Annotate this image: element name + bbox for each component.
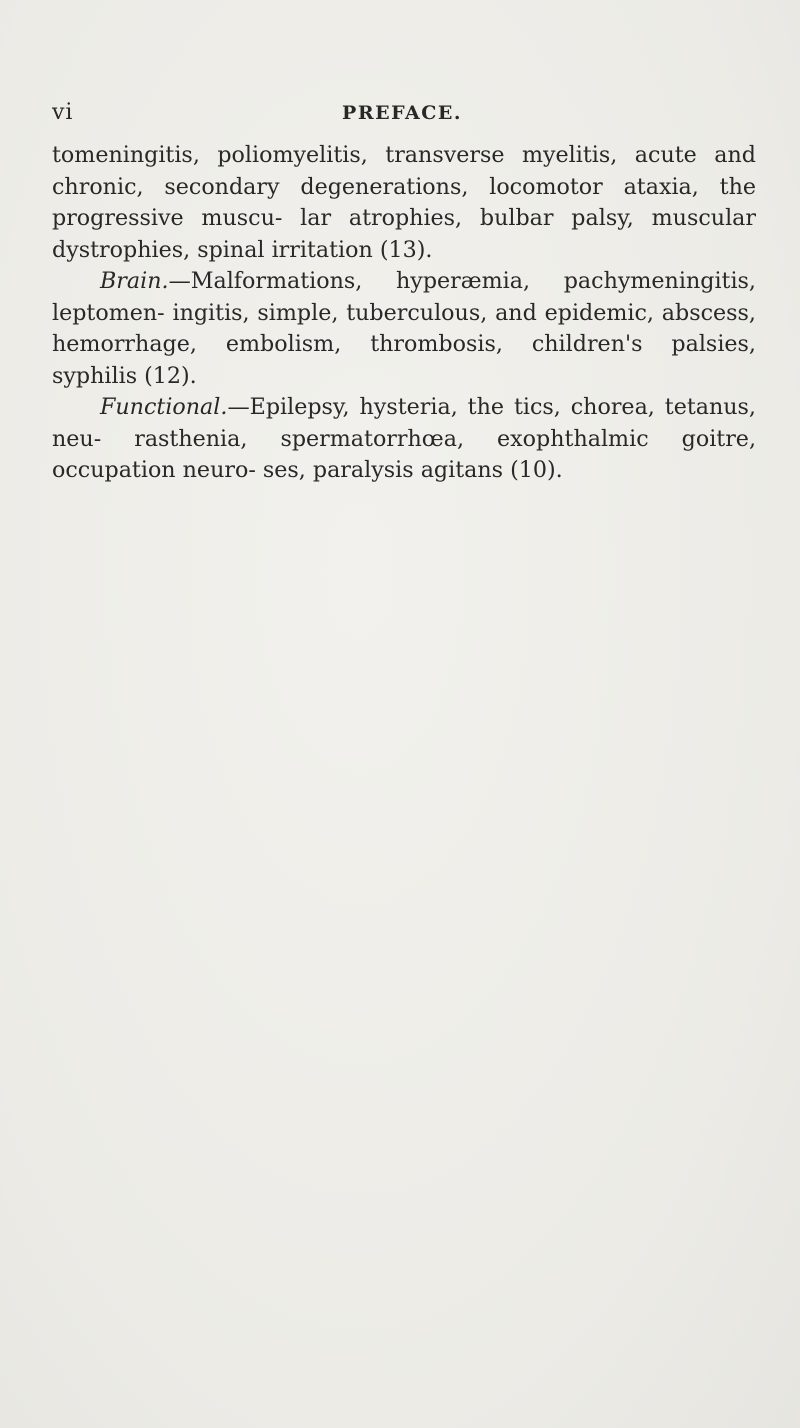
page-number: vi [52, 100, 74, 125]
paragraph-lead: Functional. [100, 394, 228, 420]
paragraph-text: —Malformations, hyperæmia, pachymeningitis, leptomen- ingitis, simple, tuberculous, and epidemic, abscess, hemorrhage, embolism, thrombosis, children's palsies, syphilis (12). [52, 268, 756, 389]
running-head [52, 100, 752, 130]
paragraph-lead: Brain. [100, 268, 169, 294]
paragraph-continuation [52, 140, 756, 266]
paragraph-brain [52, 266, 756, 392]
running-head-title: PREFACE. [342, 102, 462, 124]
paragraph-functional [52, 392, 756, 487]
paragraph-text: —Epilepsy, hysteria, the tics, chorea, tetanus, neu- rasthenia, spermatorrhœa, exophthalmic goitre, occupation neuro- ses, paralysis agitans (10). [52, 394, 756, 483]
paragraph-text: tomeningitis, poliomyelitis, transverse myelitis, acute and chronic, secondary degenerations, locomotor ataxia, the progressive muscu- lar atrophies, bulbar palsy, muscular dystrophies, spinal irritation (13). [52, 142, 756, 263]
body-text [52, 140, 756, 487]
